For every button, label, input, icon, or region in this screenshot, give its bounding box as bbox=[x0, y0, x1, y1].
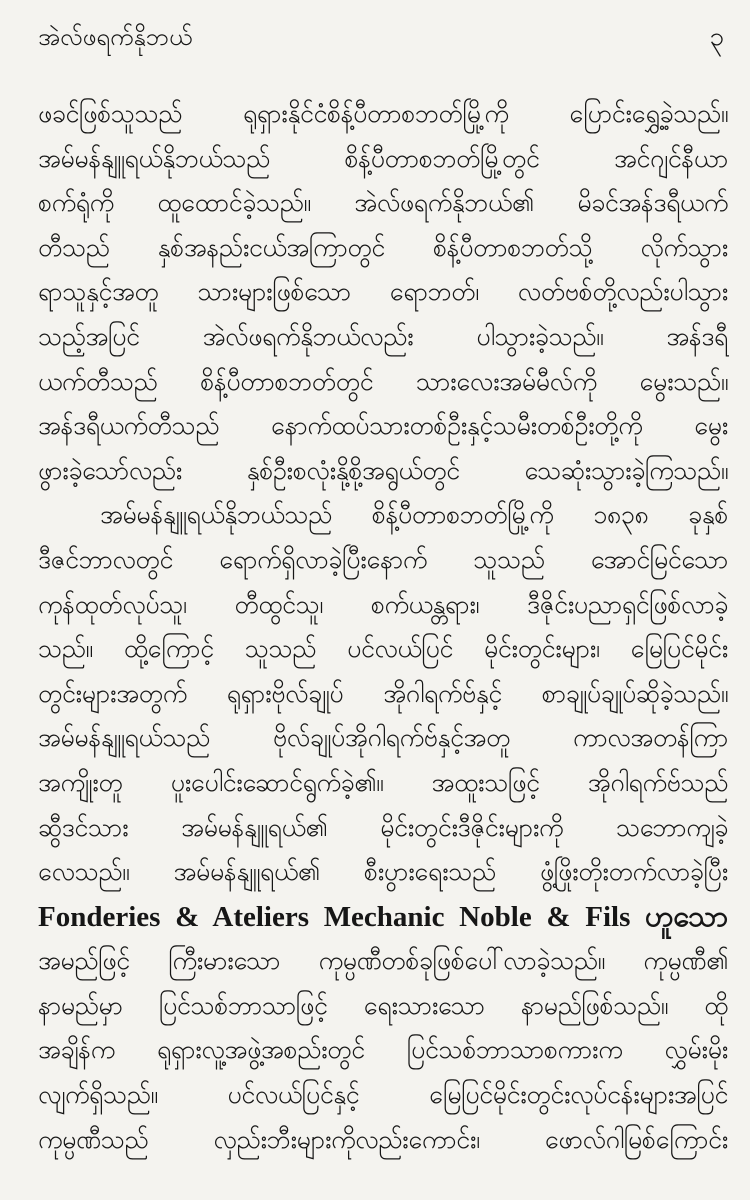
text-line: သည်။ ထို့ကြောင့် သူသည် ပင်လယ်ပြင် မိုင်းတွင်းများ၊ မြေပြင်မိုင်း bbox=[38, 634, 728, 664]
text-line: ကုန်ထုတ်လုပ်သူ၊ တီထွင်သူ၊ စက်ယန္တရား၊ ဒီဇိုင်းပညာရှင်ဖြစ်လာခဲ့ bbox=[38, 589, 728, 619]
text-line: သည့်အပြင် အဲလ်ဖရက်နိုဘယ်လည်း ပါသွားခဲ့သည်။ အန်ဒရီ bbox=[38, 321, 728, 351]
page-number: ၃ bbox=[709, 22, 724, 52]
running-title: အဲလ်ဖရက်နိုဘယ် bbox=[38, 23, 193, 51]
text-line: ရာသူနှင့်အတူ သားများဖြစ်သော ရောဘတ်၊ လတ်ဗစ်တို့လည်းပါသွား bbox=[38, 277, 728, 307]
text-line: ဖွားခဲ့သော်လည်း နှစ်ဦးစလုံးနို့စို့အရွယ်တွင် သေဆုံးသွားခဲ့ကြသည်။ bbox=[38, 455, 728, 485]
text-line: လေသည်။ အမ်မန်နျူရယ်၏ စီးပွားရေးသည် ဖွံ့ဖြိုးတိုးတက်လာခဲ့ပြီး bbox=[38, 857, 728, 887]
text-line: အမ်မန်နျူရယ်သည် ဗိုလ်ချုပ်အိုဂါရက်ဗ်နှင့်အတူ ကာလအတန်ကြာ bbox=[38, 723, 728, 753]
text-line: ယက်တီသည် စိန့်ပီတာစဘတ်တွင် သားလေးအမ်မီလ်ကို မွေးသည်။ bbox=[38, 366, 728, 396]
text-line: နာမည်မှာ ပြင်သစ်ဘာသာဖြင့် ရေးသားသော နာမည်ဖြစ်သည်။ ထို bbox=[38, 990, 728, 1020]
paragraph-start-line: အမ်မန်နျူရယ်နိုဘယ်သည် စိန့်ပီတာစဘတ်မြို့ကို ၁၈၃၈ ခုနှစ် bbox=[100, 500, 728, 530]
text-line: စက်ရုံကို ထူထောင်ခဲ့သည်။ အဲလ်ဖရက်နိုဘယ်၏ မိခင်အန်ဒရီယက် bbox=[38, 188, 728, 218]
body-text bbox=[38, 92, 728, 1162]
text-line: အန်ဒရီယက်တီသည် နောက်ထပ်သားတစ်ဦးနှင့်သမီးတစ်ဦးတို့ကို မွေး bbox=[38, 411, 728, 441]
running-header bbox=[38, 22, 724, 52]
text-line: တီသည် နှစ်အနည်းငယ်အကြာတွင် စိန့်ပီတာစဘတ်သို့ လိုက်သွား bbox=[38, 232, 728, 262]
text-line: တွင်းများအတွက် ရုရှားဗိုလ်ချုပ် အိုဂါရက်ဗ်နှင့် စာချုပ်ချုပ်ဆိုခဲ့သည်။ bbox=[38, 678, 728, 708]
text-line: ဆွီဒင်သား အမ်မန်နျူရယ်၏ မိုင်းတွင်းဒီဇိုင်းများကို သဘောကျခဲ့ bbox=[38, 812, 728, 842]
text-line: အမည်ဖြင့် ကြီးမားသော ကုမ္ပဏီတစ်ခုဖြစ်ပေါ်လာခဲ့သည်။ ကုမ္ပဏီ၏ bbox=[38, 946, 728, 976]
company-name-line: Fonderies & Ateliers Mechanic Noble & Fils ဟူသော bbox=[38, 900, 728, 933]
text-line: ကုမ္ပဏီသည် လှည်းဘီးများကိုလည်းကောင်း၊ ဖောလ်ဂါမြစ်ကြောင်း bbox=[38, 1124, 728, 1154]
text-line: အမ်မန်နျူရယ်နိုဘယ်သည် စိန့်ပီတာစဘတ်မြို့တွင် အင်ဂျင်နီယာ bbox=[38, 143, 728, 173]
text-line: လျက်ရှိသည်။ ပင်လယ်ပြင်နှင့် မြေပြင်မိုင်းတွင်းလုပ်ငန်းများအပြင် bbox=[38, 1080, 728, 1110]
text-line: အကျိုးတူ ပူးပေါင်းဆောင်ရွက်ခဲ့၏။ အထူးသဖြင့် အိုဂါရက်ဗ်သည် bbox=[38, 767, 728, 797]
text-line: ဒီဇင်ဘာလတွင် ရောက်ရှိလာခဲ့ပြီးနောက် သူသည် အောင်မြင်သော bbox=[38, 544, 728, 574]
text-line: ဖခင်ဖြစ်သူသည် ရုရှားနိုင်ငံစိန့်ပီတာစဘတ်မြို့ကို ပြောင်းရွှေ့ခဲ့သည်။ bbox=[38, 99, 728, 128]
text-line: အချိန်က ရုရှားလူ့အဖွဲ့အစည်းတွင် ပြင်သစ်ဘာသာစကားက လွှမ်းမိုး bbox=[38, 1035, 728, 1065]
